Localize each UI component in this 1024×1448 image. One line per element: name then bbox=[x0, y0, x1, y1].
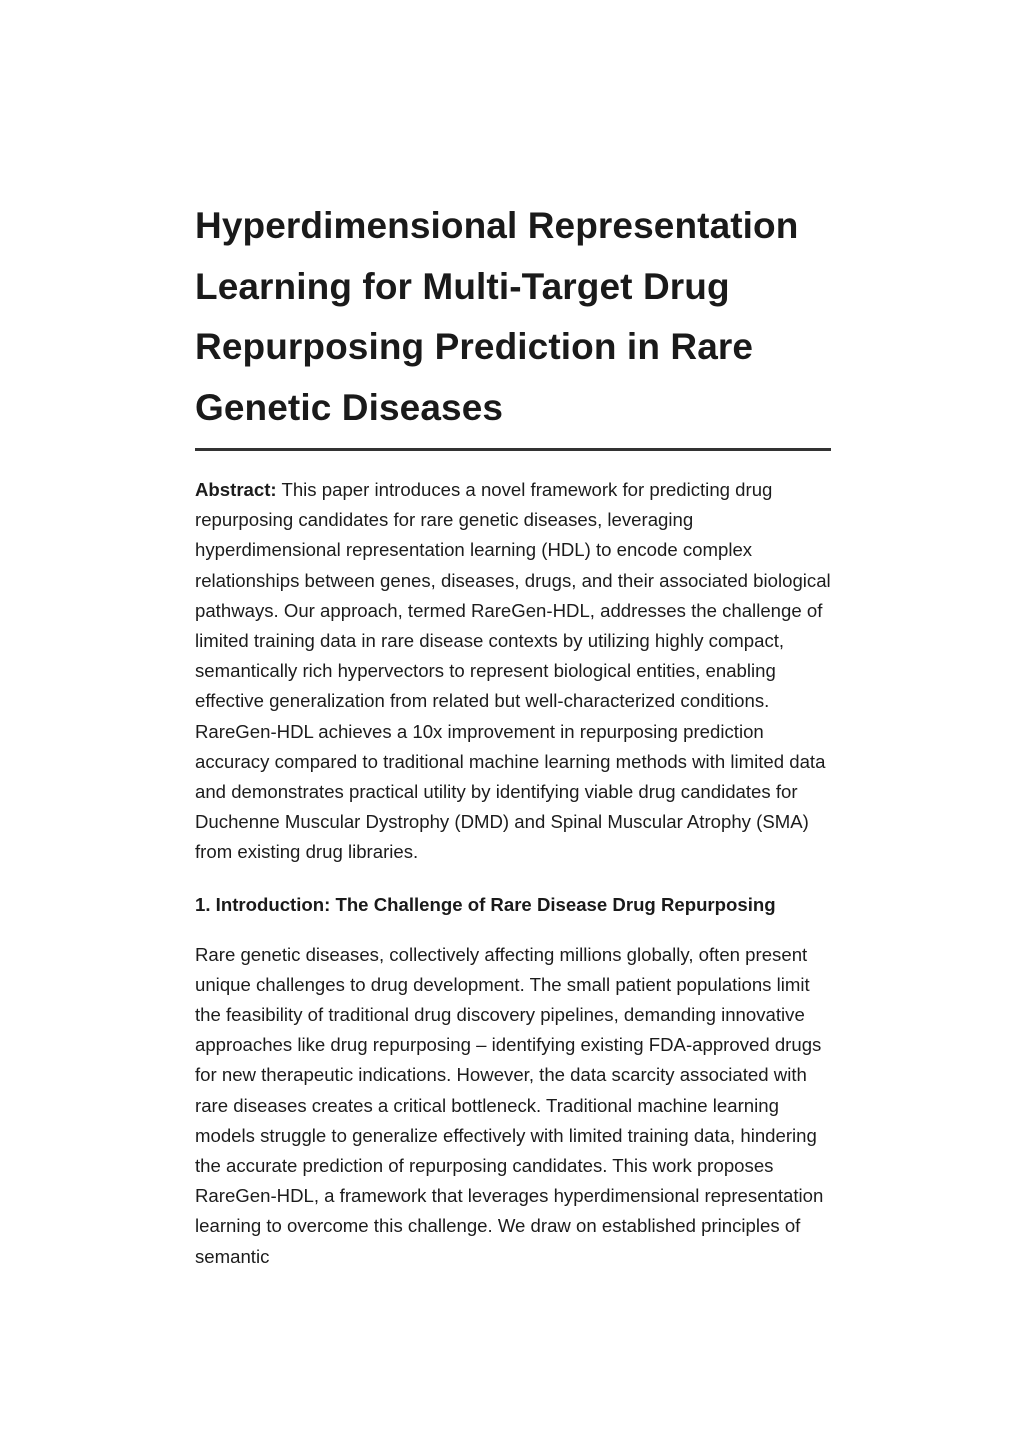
paper-title: Hyperdimensional Representation Learning for Multi-Target Drug Repurposing Prediction in Rare Genetic Diseases bbox=[195, 205, 799, 428]
abstract-label: Abstract: bbox=[195, 479, 277, 500]
title-divider bbox=[195, 448, 831, 451]
section-heading-introduction: 1. Introduction: The Challenge of Rare Disease Drug Repurposing bbox=[195, 893, 776, 915]
paper-page bbox=[195, 196, 831, 1272]
introduction-paragraph: Rare genetic diseases, collectively affecting millions globally, often present unique challenges to drug development. The small patient populations limit the feasibility of traditional drug discovery pipelines, demanding innovative approaches like drug repurposing – identifying existing FDA-approved drugs for new therapeutic indications. However, the data scarcity associated with rare diseases creates a critical bottleneck. Traditional machine learning models struggle to generalize effectively with limited training data, hindering the accurate prediction of repurposing candidates. This work proposes RareGen-HDL, a framework that leverages hyperdimensional representation learning to overcome this challenge. We draw on established principles of semantic bbox=[195, 943, 824, 1267]
abstract-text: This paper introduces a novel framework for predicting drug repurposing candidates for rare genetic diseases, leveraging hyperdimensional representation learning (HDL) to encode complex relationships between genes, diseases, drugs, and their associated biological pathways. Our approach, termed RareGen-HDL, addresses the challenge of limited training data in rare disease contexts by utilizing highly compact, semantically rich hypervectors to represent biological entities, enabling effective generalization from related but well-characterized conditions. RareGen-HDL achieves a 10x improvement in repurposing prediction accuracy compared to traditional machine learning methods with limited data and demonstrates practical utility by identifying viable drug candidates for Duchenne Muscular Dystrophy (DMD) and Spinal Muscular Atrophy (SMA) from existing drug libraries. bbox=[195, 479, 831, 863]
abstract-paragraph bbox=[195, 475, 831, 868]
